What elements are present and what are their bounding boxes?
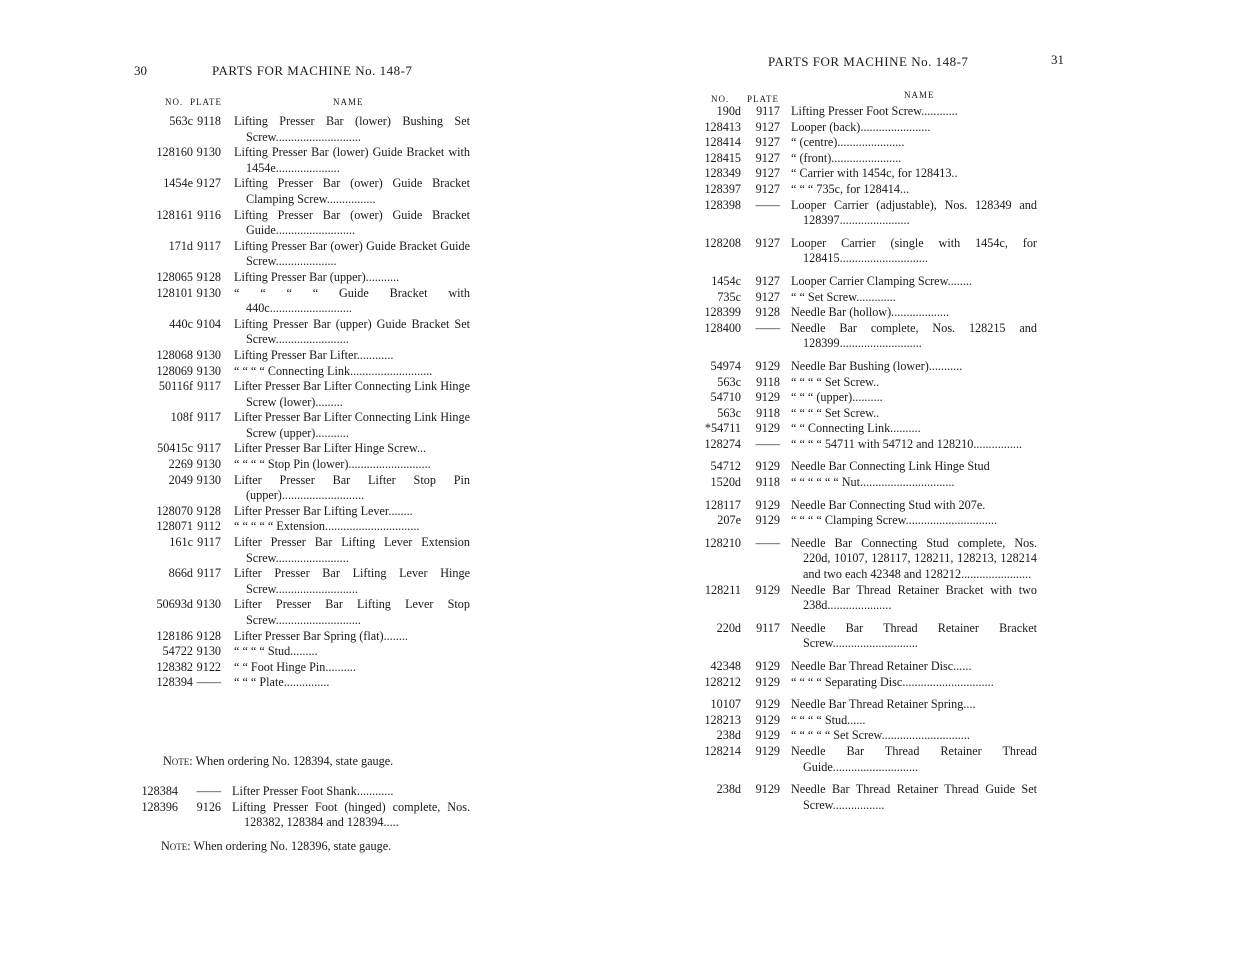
part-row bbox=[0, 597, 470, 628]
right-col-no-header: NO. bbox=[711, 94, 730, 104]
part-name: Needle Bar complete, Nos. 128215 and 128399........................... bbox=[791, 320, 1037, 351]
part-row bbox=[0, 364, 470, 380]
left-note-2 bbox=[161, 839, 391, 854]
plate-number: 9128 bbox=[196, 269, 221, 284]
part-number: 735c bbox=[717, 289, 741, 304]
part-number: 128397 bbox=[704, 181, 741, 196]
plate-number: 9117 bbox=[197, 410, 221, 425]
part-name: “ “ “ Plate............... bbox=[234, 675, 330, 690]
part-row bbox=[0, 441, 470, 457]
plate-number: 9127 bbox=[755, 273, 780, 288]
part-name: Needle Bar Thread Retainer Spring.... bbox=[791, 697, 976, 712]
part-row bbox=[617, 697, 1037, 713]
part-name: Looper Carrier (adjustable), Nos. 128349 and 128397....................... bbox=[791, 197, 1037, 228]
part-row bbox=[617, 406, 1037, 422]
left-page bbox=[0, 0, 617, 954]
plate-number: 9117 bbox=[756, 620, 780, 635]
plate-number: 9117 bbox=[197, 238, 221, 253]
plate-number: 9130 bbox=[196, 145, 221, 160]
note-text: When ordering No. 128396, state gauge. bbox=[193, 839, 392, 853]
plate-number: 9129 bbox=[755, 782, 780, 797]
part-number: 50116f bbox=[158, 379, 193, 394]
part-number: 128400 bbox=[704, 320, 741, 335]
note-text: When ordering No. 128394, state gauge. bbox=[195, 754, 394, 768]
plate-number: 9127 bbox=[196, 176, 221, 191]
plate-number: —— bbox=[755, 535, 780, 550]
plate-number: 9129 bbox=[755, 513, 780, 528]
part-number: 2269 bbox=[168, 457, 193, 472]
part-row bbox=[0, 675, 470, 691]
plate-number: 9117 bbox=[756, 104, 780, 118]
part-name: Lifting Presser Foot Screw............ bbox=[791, 104, 958, 118]
part-row bbox=[617, 135, 1037, 151]
plate-number: 9130 bbox=[196, 644, 221, 659]
right-col-name-header: NAME bbox=[904, 90, 935, 100]
part-name: Needle Bar Thread Retainer Thread Guide Set Screw................. bbox=[791, 782, 1037, 812]
plate-number: 9130 bbox=[196, 285, 221, 300]
plate-number: 9129 bbox=[755, 659, 780, 673]
part-number: 128413 bbox=[704, 119, 741, 134]
part-name: “ “ “ “ Stud...... bbox=[791, 712, 866, 727]
part-number: 128069 bbox=[156, 363, 193, 378]
left-running-title: PARTS FOR MACHINE No. 148-7 bbox=[212, 63, 413, 78]
part-row bbox=[0, 457, 470, 473]
plate-number: 9130 bbox=[196, 597, 221, 612]
part-name: “ “ Connecting Link.......... bbox=[791, 421, 921, 436]
plate-number: 9127 bbox=[755, 150, 780, 165]
plate-number: 9127 bbox=[755, 289, 780, 304]
plate-number: 9128 bbox=[755, 305, 780, 320]
plate-number: —— bbox=[755, 197, 780, 212]
part-name: “ “ “ “ “ “ Nut............................... bbox=[791, 475, 955, 490]
plate-number: 9129 bbox=[755, 697, 780, 712]
part-name: Lifter Presser Foot Shank............ bbox=[232, 784, 394, 798]
part-row bbox=[0, 379, 470, 410]
plate-number: 9130 bbox=[196, 363, 221, 378]
part-row bbox=[617, 713, 1037, 729]
plate-number: —— bbox=[755, 436, 780, 451]
part-number: 128186 bbox=[156, 628, 193, 643]
plate-number: 9129 bbox=[755, 728, 780, 743]
part-name: Lifting Presser Bar (ower) Guide Bracket Guide Screw.................... bbox=[234, 238, 470, 269]
left-page-number: 30 bbox=[134, 63, 147, 78]
part-number: 1520d bbox=[710, 475, 741, 490]
plate-number: 9130 bbox=[196, 472, 221, 487]
part-number: 54710 bbox=[710, 390, 741, 405]
part-row bbox=[0, 519, 470, 535]
plate-number: 9130 bbox=[196, 457, 221, 472]
part-number: 128398 bbox=[704, 197, 741, 212]
plate-number: 9129 bbox=[755, 712, 780, 727]
plate-number: 9129 bbox=[755, 674, 780, 689]
part-number: 128349 bbox=[704, 166, 741, 181]
part-row bbox=[0, 286, 470, 317]
part-number: 50693d bbox=[156, 597, 193, 612]
part-number: 128399 bbox=[704, 305, 741, 320]
part-number: 128117 bbox=[704, 497, 741, 512]
part-number: 128384 bbox=[141, 784, 178, 798]
plate-number: 9122 bbox=[196, 659, 221, 674]
part-row bbox=[617, 621, 1037, 652]
part-name: “ “ “ “ Connecting Link........................... bbox=[234, 363, 433, 378]
part-row bbox=[617, 151, 1037, 167]
part-number: 128414 bbox=[704, 135, 741, 150]
part-row bbox=[0, 473, 470, 504]
part-number: 128101 bbox=[156, 285, 193, 300]
plate-number: 9116 bbox=[197, 207, 221, 222]
plate-number: 9129 bbox=[755, 390, 780, 405]
part-row bbox=[617, 305, 1037, 321]
part-row bbox=[617, 120, 1037, 136]
left-col-no-header: NO. bbox=[165, 97, 184, 107]
part-row bbox=[0, 800, 470, 831]
part-row bbox=[0, 504, 470, 520]
part-row bbox=[0, 208, 470, 239]
part-number: 128211 bbox=[704, 582, 741, 597]
right-page-number: 31 bbox=[1051, 52, 1064, 67]
left-col-plate-header: PLATE bbox=[190, 97, 222, 107]
part-number: 128213 bbox=[704, 712, 741, 727]
part-number: 866d bbox=[168, 566, 193, 581]
part-number: 128274 bbox=[704, 436, 741, 451]
part-number: 563c bbox=[717, 374, 741, 389]
part-number: 128396 bbox=[141, 799, 178, 814]
part-name: Lifter Presser Bar Lifting Lever........ bbox=[234, 503, 413, 518]
part-row bbox=[617, 782, 1037, 813]
part-row bbox=[0, 317, 470, 348]
part-name: Lifting Presser Bar (ower) Guide Bracket Guide.......................... bbox=[234, 207, 470, 238]
part-row bbox=[0, 644, 470, 660]
part-number: 54722 bbox=[162, 644, 193, 659]
part-number: 128214 bbox=[704, 743, 741, 758]
part-name: Lifter Presser Bar Spring (flat)........ bbox=[234, 628, 408, 643]
plate-number: 9127 bbox=[755, 135, 780, 150]
part-row bbox=[617, 437, 1037, 453]
part-row bbox=[617, 182, 1037, 198]
note-label: Note: bbox=[161, 839, 191, 853]
plate-number: 9118 bbox=[197, 114, 221, 128]
plate-number: 9117 bbox=[197, 379, 221, 394]
part-name: Needle Bar Connecting Stud complete, Nos. 220d, 10107, 128117, 128211, 128213, 128214 and two each 42348 and 128212....................... bbox=[791, 535, 1037, 582]
part-name: Lifter Presser Bar Lifter Connecting Link Hinge Screw (lower)......... bbox=[234, 379, 470, 409]
part-row bbox=[617, 375, 1037, 391]
part-row bbox=[617, 513, 1037, 529]
part-number: *54711 bbox=[704, 421, 741, 436]
part-row bbox=[617, 104, 1037, 120]
part-name: “ “ “ “ Clamping Screw.............................. bbox=[791, 513, 998, 528]
part-row bbox=[0, 784, 470, 800]
part-name: Needle Bar Bushing (lower)........... bbox=[791, 358, 963, 373]
plate-number: 9129 bbox=[755, 497, 780, 512]
part-name: Lifting Presser Bar (ower) Guide Bracket Clamping Screw................ bbox=[234, 176, 470, 206]
part-name: “ “ “ “ Separating Disc.............................. bbox=[791, 674, 994, 689]
part-row bbox=[0, 114, 470, 145]
part-number: 128382 bbox=[156, 659, 193, 674]
part-row bbox=[0, 176, 470, 207]
part-number: 220d bbox=[716, 620, 741, 635]
part-name: Looper Carrier Clamping Screw........ bbox=[791, 273, 972, 288]
part-row bbox=[617, 659, 1037, 675]
right-page bbox=[617, 0, 1235, 954]
part-name: “ “ “ “ “ Extension............................... bbox=[234, 519, 420, 534]
part-row bbox=[617, 536, 1037, 583]
plate-number: 9129 bbox=[755, 743, 780, 758]
part-number: 238d bbox=[716, 728, 741, 743]
part-number: 1454c bbox=[711, 273, 741, 288]
plate-number: 9117 bbox=[197, 441, 221, 456]
plate-number: 9128 bbox=[196, 503, 221, 518]
plate-number: 9128 bbox=[196, 628, 221, 643]
part-name: “ Carrier with 1454c, for 128413.. bbox=[791, 166, 958, 181]
part-name: “ “ “ “ “ Set Screw............................. bbox=[791, 728, 970, 743]
part-name: “ “ “ 735c, for 128414... bbox=[791, 181, 910, 196]
part-number: 128415 bbox=[704, 150, 741, 165]
plate-number: 9112 bbox=[197, 519, 221, 534]
part-number: 128208 bbox=[704, 235, 741, 250]
part-name: Needle Bar (hollow)................... bbox=[791, 305, 950, 320]
part-name: “ “ “ “ Stud......... bbox=[234, 644, 318, 659]
plate-number: 9127 bbox=[755, 119, 780, 134]
part-row bbox=[617, 459, 1037, 475]
part-number: 128065 bbox=[156, 269, 193, 284]
right-parts-list bbox=[617, 104, 1235, 813]
part-name: Looper Carrier (single with 1454c, for 128415............................. bbox=[791, 235, 1037, 266]
part-row bbox=[617, 728, 1037, 744]
part-row bbox=[617, 583, 1037, 614]
part-name: Needle Bar Thread Retainer Bracket Screw............................ bbox=[791, 620, 1037, 651]
part-number: 563c bbox=[717, 405, 741, 420]
plate-number: 9104 bbox=[196, 316, 221, 331]
plate-number: 9129 bbox=[755, 459, 780, 474]
part-name: Lifter Presser Bar Lifter Connecting Link Hinge Screw (upper)........... bbox=[234, 410, 470, 440]
part-name: Needle Bar Connecting Link Hinge Stud bbox=[791, 459, 990, 474]
part-name: Needle Bar Thread Retainer Thread Guide............................ bbox=[791, 743, 1037, 774]
note-label: Note: bbox=[163, 754, 193, 768]
part-row bbox=[617, 475, 1037, 491]
part-number: 128161 bbox=[156, 207, 193, 222]
left-parts-list-2 bbox=[0, 784, 617, 831]
part-number: 2049 bbox=[168, 472, 193, 487]
part-row bbox=[0, 660, 470, 676]
part-number: 1454e bbox=[163, 176, 193, 191]
plate-number: 9127 bbox=[755, 235, 780, 250]
part-number: 42348 bbox=[710, 659, 741, 673]
plate-number: 9118 bbox=[756, 475, 780, 490]
part-row bbox=[0, 566, 470, 597]
part-name: “ “ Foot Hinge Pin.......... bbox=[234, 659, 356, 674]
part-name: Lifting Presser Bar (upper)........... bbox=[234, 269, 400, 284]
part-number: 171d bbox=[168, 238, 193, 253]
part-number: 54712 bbox=[710, 459, 741, 474]
part-name: “ “ “ “ Guide Bracket with 440c........................... bbox=[234, 285, 470, 316]
part-row bbox=[617, 390, 1037, 406]
part-name: Lifter Presser Bar Lifter Stop Pin (upper)........................... bbox=[234, 472, 470, 503]
part-number: 440c bbox=[169, 316, 193, 331]
part-name: “ “ “ “ Set Screw.. bbox=[791, 405, 880, 420]
part-row bbox=[617, 359, 1037, 375]
part-row bbox=[617, 498, 1037, 514]
part-name: Lifter Presser Bar Lifting Lever Hinge Screw........................... bbox=[234, 566, 470, 596]
part-row bbox=[617, 236, 1037, 267]
plate-number: 9117 bbox=[197, 566, 221, 581]
part-name: “ “ “ (upper).......... bbox=[791, 390, 883, 405]
part-number: 128160 bbox=[156, 145, 193, 160]
plate-number: —— bbox=[196, 784, 221, 798]
plate-number: 9129 bbox=[755, 421, 780, 436]
part-name: Lifting Presser Bar (upper) Guide Bracket Set Screw........................ bbox=[234, 316, 470, 347]
part-row bbox=[617, 421, 1037, 437]
plate-number: 9118 bbox=[756, 374, 780, 389]
part-row bbox=[0, 270, 470, 286]
part-name: Lifting Presser Bar (lower) Bushing Set Screw............................ bbox=[234, 114, 470, 144]
part-row bbox=[617, 198, 1037, 229]
part-number: 10107 bbox=[710, 697, 741, 712]
part-row bbox=[0, 535, 470, 566]
part-number: 128071 bbox=[156, 519, 193, 534]
part-name: Needle Bar Connecting Stud with 207e. bbox=[791, 497, 986, 512]
plate-number: 9127 bbox=[755, 181, 780, 196]
part-row bbox=[617, 744, 1037, 775]
part-name: Needle Bar Thread Retainer Disc...... bbox=[791, 659, 972, 673]
plate-number: 9129 bbox=[755, 582, 780, 597]
part-number: 207e bbox=[717, 513, 741, 528]
part-name: “ “ “ “ Stop Pin (lower)........................... bbox=[234, 457, 431, 472]
part-number: 128394 bbox=[156, 675, 193, 690]
part-row bbox=[0, 348, 470, 364]
part-name: Lifting Presser Bar Lifter............ bbox=[234, 347, 394, 362]
left-note-1 bbox=[163, 754, 393, 769]
plate-number: 9126 bbox=[196, 799, 221, 814]
part-name: Lifter Presser Bar Lifting Lever Extension Screw........................ bbox=[234, 535, 470, 565]
part-name: Looper (back)....................... bbox=[791, 119, 931, 134]
part-row bbox=[0, 239, 470, 270]
part-number: 128068 bbox=[156, 347, 193, 362]
plate-number: 9118 bbox=[756, 405, 780, 420]
left-parts-list bbox=[0, 114, 617, 691]
right-running-title: PARTS FOR MACHINE No. 148-7 bbox=[768, 54, 969, 69]
part-row bbox=[617, 321, 1037, 352]
part-name: Lifter Presser Bar Lifter Hinge Screw... bbox=[234, 441, 427, 456]
part-number: 128212 bbox=[704, 674, 741, 689]
part-name: “ “ Set Screw............. bbox=[791, 289, 896, 304]
part-row bbox=[617, 675, 1037, 691]
left-col-name-header: NAME bbox=[333, 97, 364, 107]
plate-number: 9117 bbox=[197, 535, 221, 550]
part-number: 50415c bbox=[157, 441, 193, 456]
part-number: 128070 bbox=[156, 503, 193, 518]
part-name: Lifter Presser Bar Lifting Lever Stop Screw............................ bbox=[234, 597, 470, 627]
part-name: Lifting Presser Bar (lower) Guide Bracket with 1454e..................... bbox=[234, 145, 470, 175]
part-name: “ (centre)...................... bbox=[791, 135, 905, 150]
part-row bbox=[0, 410, 470, 441]
part-row bbox=[0, 145, 470, 176]
part-number: 161c bbox=[169, 535, 193, 550]
plate-number: 9129 bbox=[755, 358, 780, 373]
part-name: “ “ “ “ Set Screw.. bbox=[791, 374, 880, 389]
part-number: 190d bbox=[716, 104, 741, 118]
part-row bbox=[617, 166, 1037, 182]
part-name: Needle Bar Thread Retainer Bracket with two 238d..................... bbox=[791, 582, 1037, 613]
plate-number: —— bbox=[196, 675, 221, 690]
part-name: “ (front)....................... bbox=[791, 150, 902, 165]
plate-number: 9130 bbox=[196, 347, 221, 362]
part-number: 238d bbox=[716, 782, 741, 797]
part-row bbox=[0, 629, 470, 645]
part-row bbox=[617, 274, 1037, 290]
right-col-plate-header: PLATE bbox=[747, 94, 779, 104]
part-name: Lifting Presser Foot (hinged) complete, Nos. 128382, 128384 and 128394..... bbox=[232, 799, 470, 830]
part-number: 108f bbox=[170, 410, 193, 425]
part-number: 54974 bbox=[710, 358, 741, 373]
plate-number: —— bbox=[755, 320, 780, 335]
plate-number: 9127 bbox=[755, 166, 780, 181]
part-row bbox=[617, 290, 1037, 306]
part-name: “ “ “ “ 54711 with 54712 and 128210................ bbox=[791, 436, 1023, 451]
part-number: 563c bbox=[169, 114, 193, 128]
part-number: 128210 bbox=[704, 535, 741, 550]
